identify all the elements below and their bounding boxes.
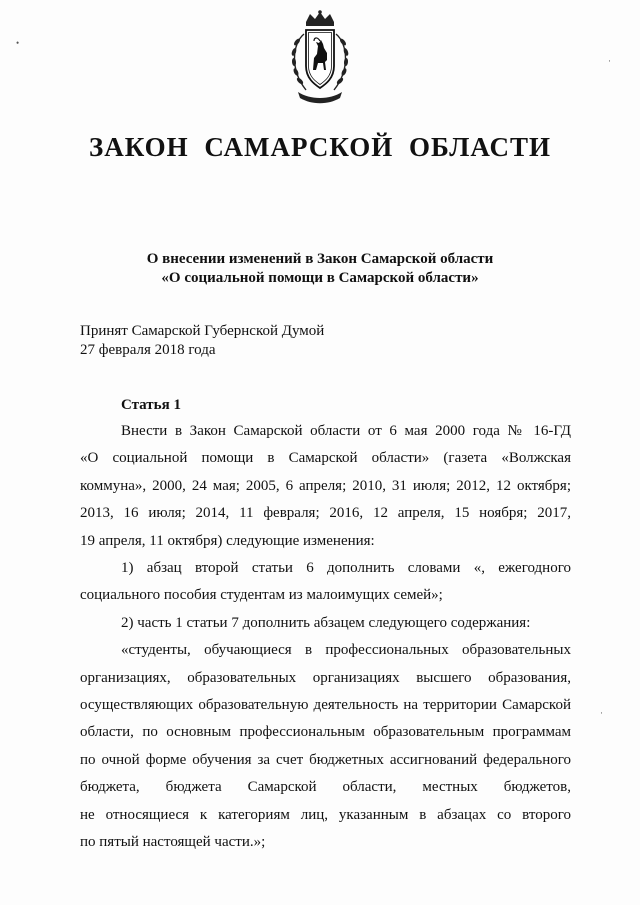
article-line: не относящиеся к категориям лиц, указанным в абзацах со второго	[80, 806, 571, 823]
article-line: коммуна», 2000, 24 мая; 2005, 6 апреля; 2010, 31 июля; 2012, 12 октября;	[80, 477, 571, 494]
coat-of-arms-emblem	[284, 10, 356, 106]
article-line: 2) часть 1 статьи 7 дополнить абзацем следующего содержания:	[121, 614, 531, 631]
article-line: осуществляющих образовательную деятельность на территории Самарской	[80, 697, 571, 714]
article-line: области, по основным профессиональным образовательным программам	[80, 724, 571, 741]
article-line: 1) абзац второй статьи 6 дополнить словами «, ежегодного	[121, 560, 571, 577]
adopted-date: 27 февраля 2018 года	[80, 342, 216, 358]
article-line: 2013, 16 июля; 2014, 11 февраля; 2016, 12 апреля, 15 ноября; 2017,	[80, 505, 571, 522]
article-line: «студенты, обучающиеся в профессиональных образовательных	[121, 642, 571, 659]
article-body	[80, 418, 571, 857]
subtitle-line-1: О внесении изменений в Закон Самарской области	[146, 251, 494, 267]
scan-speck: ·	[600, 708, 603, 718]
law-subtitle	[0, 250, 640, 288]
article-line: 19 апреля, 11 октября) следующие изменения:	[80, 532, 375, 549]
scan-speck: ·	[608, 56, 611, 66]
article-line: организациях, образовательных организациях высшего образования,	[80, 669, 571, 686]
article-line: по пятый настоящей части.»;	[80, 834, 266, 851]
article-line: Внести в Закон Самарской области от 6 мая 2000 года № 16-ГД	[121, 423, 571, 439]
article-line: по очной форме обучения за счет бюджетных ассигнований федерального	[80, 751, 571, 768]
law-title: ЗАКОН САМАРСКОЙ ОБЛАСТИ	[89, 132, 551, 162]
article-line: бюджета, бюджета Самарской области, местных бюджетов,	[80, 779, 571, 796]
subtitle-line-2: «О социальной помощи в Самарской области»	[161, 270, 479, 286]
article-line: «О социальной помощи в Самарской области» (газета «Волжская	[80, 450, 571, 467]
article-heading: Статья 1	[121, 397, 181, 413]
scan-speck: •	[16, 38, 20, 48]
adopted-by: Принят Самарской Губернской Думой	[80, 323, 325, 339]
adoption-note	[80, 322, 324, 360]
article-line: социального пособия студентам из малоимущих семей»;	[80, 587, 443, 604]
